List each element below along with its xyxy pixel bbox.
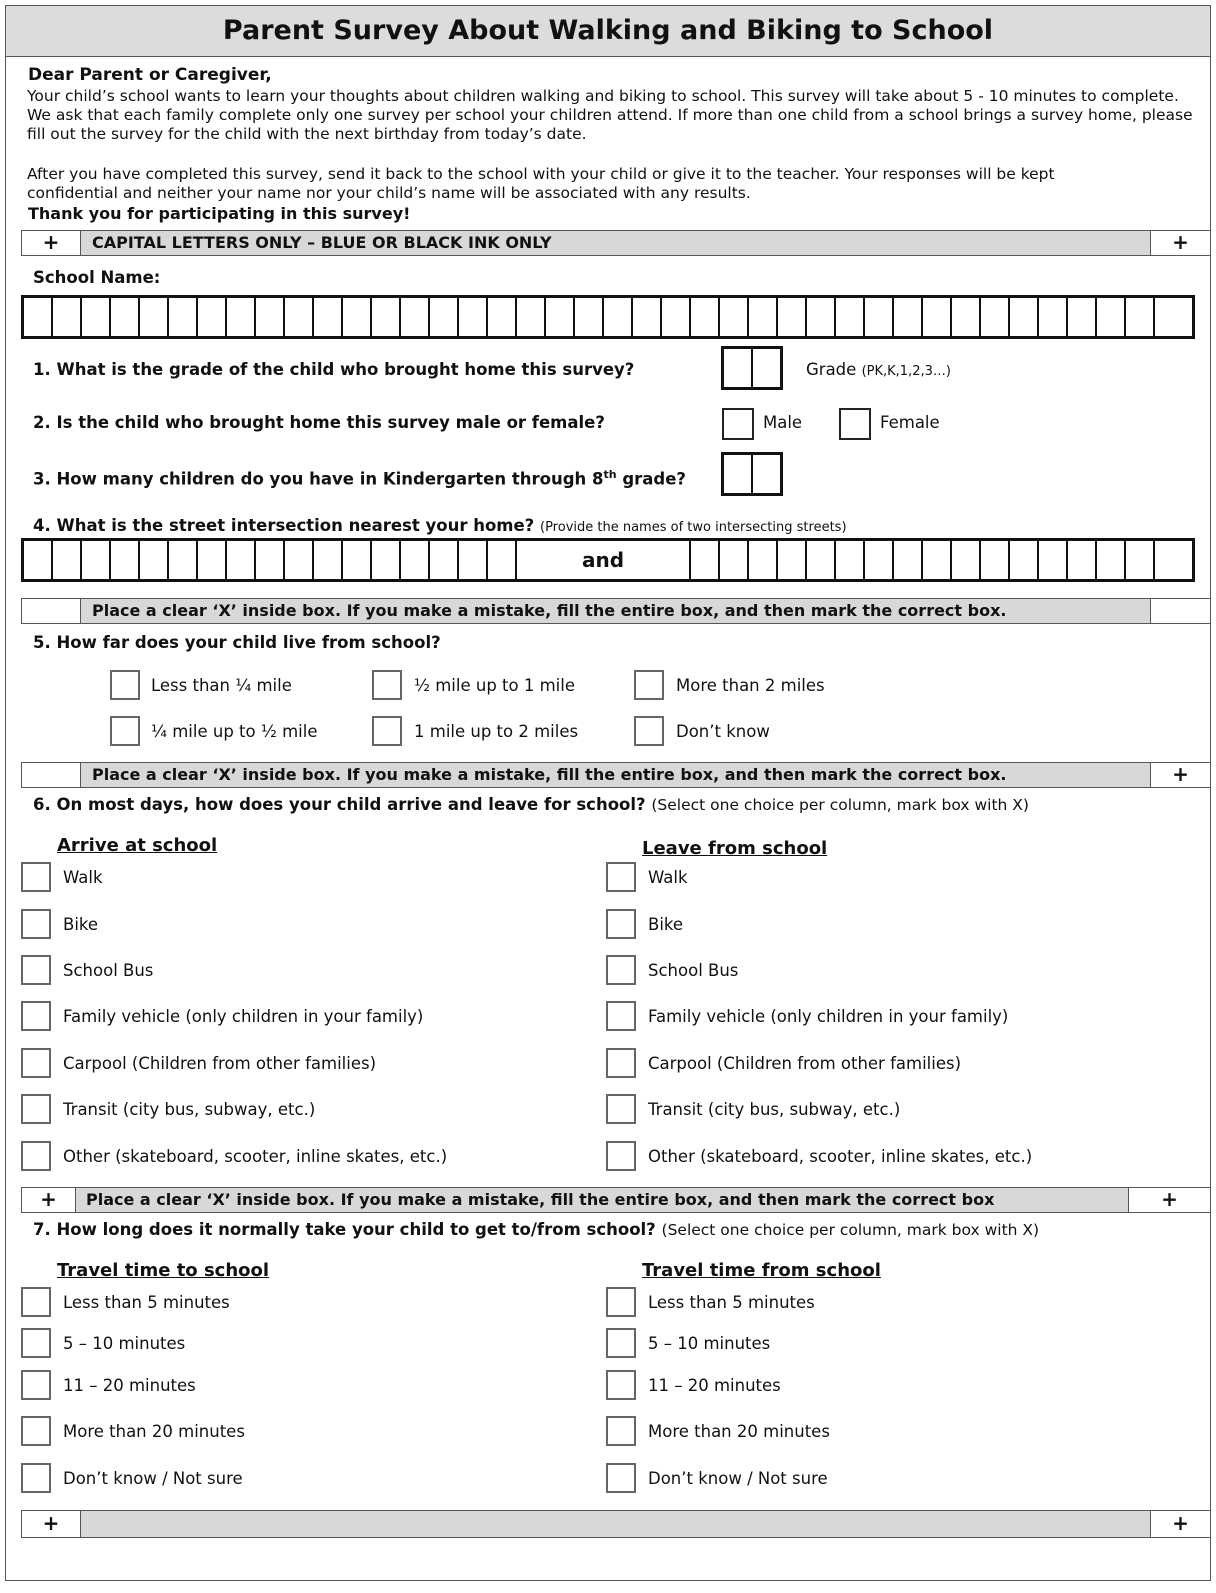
- from-label-5-10: 5 – 10 minutes: [648, 1334, 771, 1353]
- from-checkbox-more-than-20[interactable]: [606, 1416, 636, 1446]
- female-label: Female: [880, 413, 940, 432]
- from-checkbox-5-10[interactable]: [606, 1328, 636, 1358]
- question-5: 5. How far does your child live from school?: [33, 633, 441, 652]
- arrive-label-bike: Bike: [63, 915, 99, 934]
- arrive-checkbox-other[interactable]: [21, 1141, 51, 1171]
- bottom-bar: [21, 1510, 1211, 1538]
- leave-label-transit: Transit (city bus, subway, etc.): [648, 1100, 901, 1119]
- school-name-label: School Name:: [33, 268, 161, 287]
- distance-checkbox-5[interactable]: [372, 716, 402, 746]
- mark-instruction-bar-1: [21, 598, 1211, 624]
- question-7: 7. How long does it normally take your child to get to/from school? (Select one choice per column, mark box with X): [33, 1220, 1040, 1239]
- from-label-more-than-20: More than 20 minutes: [648, 1422, 830, 1441]
- travel-to-column-heading: Travel time to school: [57, 1260, 270, 1281]
- arrive-label-family-vehicle: Family vehicle (only children in your family): [63, 1007, 424, 1026]
- distance-label-3: More than 2 miles: [676, 676, 825, 695]
- arrive-checkbox-carpool[interactable]: [21, 1048, 51, 1078]
- leave-label-other: Other (skateboard, scooter, inline skates, etc.): [648, 1147, 1033, 1166]
- mark-instruction-bar-3: [21, 1187, 1211, 1213]
- leave-label-family-vehicle: Family vehicle (only children in your family): [648, 1007, 1009, 1026]
- arrive-checkbox-family-vehicle[interactable]: [21, 1001, 51, 1031]
- question-3: 3. How many children do you have in Kindergarten through 8th grade?: [33, 468, 686, 489]
- bar-blank-right: [1150, 598, 1211, 624]
- distance-label-6: Don’t know: [676, 722, 770, 741]
- distance-label-2: ½ mile up to 1 mile: [414, 676, 575, 695]
- mark-instruction-bar-2: [21, 762, 1211, 788]
- to-checkbox-more-than-20[interactable]: [21, 1416, 51, 1446]
- to-checkbox-11-20[interactable]: [21, 1370, 51, 1400]
- leave-checkbox-walk[interactable]: [606, 862, 636, 892]
- to-label-11-20: 11 – 20 minutes: [63, 1376, 196, 1395]
- female-checkbox[interactable]: [839, 408, 871, 440]
- bar-blank-left: [21, 598, 81, 624]
- arrive-label-walk: Walk: [63, 868, 103, 887]
- registration-mark-right: +: [1150, 230, 1211, 256]
- leave-checkbox-school-bus[interactable]: [606, 955, 636, 985]
- to-checkbox-dont-know[interactable]: [21, 1463, 51, 1493]
- registration-mark-left: +: [21, 230, 81, 256]
- leave-label-school-bus: School Bus: [648, 961, 739, 980]
- registration-mark-right: +: [1128, 1187, 1211, 1213]
- distance-label-5: 1 mile up to 2 miles: [414, 722, 579, 741]
- distance-label-4: ¼ mile up to ½ mile: [151, 722, 318, 741]
- greeting: Dear Parent or Caregiver,: [28, 65, 272, 85]
- arrive-label-other: Other (skateboard, scooter, inline skates, etc.): [63, 1147, 448, 1166]
- mark-instruction: Place a clear ‘X’ inside box. If you make a mistake, fill the entire box, and then mark the correct box: [86, 1190, 995, 1209]
- leave-column-heading: Leave from school: [642, 838, 828, 859]
- thanks-text: Thank you for participating in this survey!: [28, 204, 411, 223]
- leave-checkbox-other[interactable]: [606, 1141, 636, 1171]
- arrive-label-school-bus: School Bus: [63, 961, 154, 980]
- question-4: 4. What is the street intersection nearest your home? (Provide the names of two intersecting streets): [33, 516, 847, 535]
- travel-from-column-heading: Travel time from school: [642, 1260, 881, 1281]
- ink-instruction-bar: [21, 230, 1211, 256]
- arrive-checkbox-bike[interactable]: [21, 909, 51, 939]
- leave-label-carpool: Carpool (Children from other families): [648, 1054, 962, 1073]
- from-label-less-than-5: Less than 5 minutes: [648, 1293, 815, 1312]
- distance-checkbox-6[interactable]: [634, 716, 664, 746]
- leave-label-walk: Walk: [648, 868, 688, 887]
- children-count-input[interactable]: [721, 452, 783, 496]
- to-label-more-than-20: More than 20 minutes: [63, 1422, 245, 1441]
- arrive-column-heading: Arrive at school: [57, 835, 218, 856]
- question-2: 2. Is the child who brought home this survey male or female?: [33, 413, 605, 432]
- from-checkbox-less-than-5[interactable]: [606, 1287, 636, 1317]
- to-label-less-than-5: Less than 5 minutes: [63, 1293, 230, 1312]
- distance-checkbox-4[interactable]: [110, 716, 140, 746]
- grade-input[interactable]: [721, 346, 783, 390]
- from-label-dont-know: Don’t know / Not sure: [648, 1469, 828, 1488]
- leave-checkbox-transit[interactable]: [606, 1094, 636, 1124]
- to-label-dont-know: Don’t know / Not sure: [63, 1469, 243, 1488]
- question-6: 6. On most days, how does your child arrive and leave for school? (Select one choice per column, mark box with X): [33, 795, 1029, 814]
- registration-mark-left: +: [21, 1187, 76, 1213]
- from-label-11-20: 11 – 20 minutes: [648, 1376, 781, 1395]
- ink-instruction: CAPITAL LETTERS ONLY – BLUE OR BLACK INK ONLY: [92, 233, 552, 252]
- from-checkbox-dont-know[interactable]: [606, 1463, 636, 1493]
- page-title: Parent Survey About Walking and Biking to School: [6, 6, 1210, 57]
- school-name-input[interactable]: [21, 295, 1195, 339]
- bar-blank-left: [21, 762, 81, 788]
- to-label-5-10: 5 – 10 minutes: [63, 1334, 186, 1353]
- to-checkbox-less-than-5[interactable]: [21, 1287, 51, 1317]
- intro-paragraph-2: After you have completed this survey, send it back to the school with your child or give it to the teacher. Your responses will be kept confidential and neither your name nor your child’s name will be associated with any results.: [27, 165, 1055, 202]
- question-1: 1. What is the grade of the child who brought home this survey?: [33, 360, 635, 379]
- distance-checkbox-3[interactable]: [634, 670, 664, 700]
- distance-checkbox-2[interactable]: [372, 670, 402, 700]
- registration-mark-right: +: [1150, 1510, 1211, 1538]
- arrive-checkbox-school-bus[interactable]: [21, 955, 51, 985]
- intro-paragraph-1: Your child’s school wants to learn your thoughts about children walking and biking to school. This survey will take about 5 - 10 minutes to complete. We ask that each family complete only one survey per school your children attend. If more than one child from a school brings a survey home, please fill out the survey for the child with the next birthday from today’s date.: [27, 87, 1193, 143]
- arrive-checkbox-walk[interactable]: [21, 862, 51, 892]
- grade-hint: Grade (PK,K,1,2,3…): [806, 360, 951, 379]
- survey-page: [5, 5, 1211, 1581]
- distance-label-1: Less than ¼ mile: [151, 676, 292, 695]
- distance-checkbox-1[interactable]: [110, 670, 140, 700]
- leave-checkbox-bike[interactable]: [606, 909, 636, 939]
- arrive-label-carpool: Carpool (Children from other families): [63, 1054, 377, 1073]
- leave-label-bike: Bike: [648, 915, 684, 934]
- mark-instruction: Place a clear ‘X’ inside box. If you make a mistake, fill the entire box, and then mark the correct box.: [92, 601, 1007, 620]
- mark-instruction: Place a clear ‘X’ inside box. If you make a mistake, fill the entire box, and then mark the correct box.: [92, 765, 1007, 784]
- male-label: Male: [763, 413, 803, 432]
- registration-mark-left: +: [21, 1510, 81, 1538]
- leave-checkbox-carpool[interactable]: [606, 1048, 636, 1078]
- arrive-checkbox-transit[interactable]: [21, 1094, 51, 1124]
- leave-checkbox-family-vehicle[interactable]: [606, 1001, 636, 1031]
- intersection-input[interactable]: [21, 538, 1195, 582]
- from-checkbox-11-20[interactable]: [606, 1370, 636, 1400]
- to-checkbox-5-10[interactable]: [21, 1328, 51, 1358]
- registration-mark-right: +: [1150, 762, 1211, 788]
- arrive-label-transit: Transit (city bus, subway, etc.): [63, 1100, 316, 1119]
- and-label: and: [517, 541, 691, 579]
- male-checkbox[interactable]: [722, 408, 754, 440]
